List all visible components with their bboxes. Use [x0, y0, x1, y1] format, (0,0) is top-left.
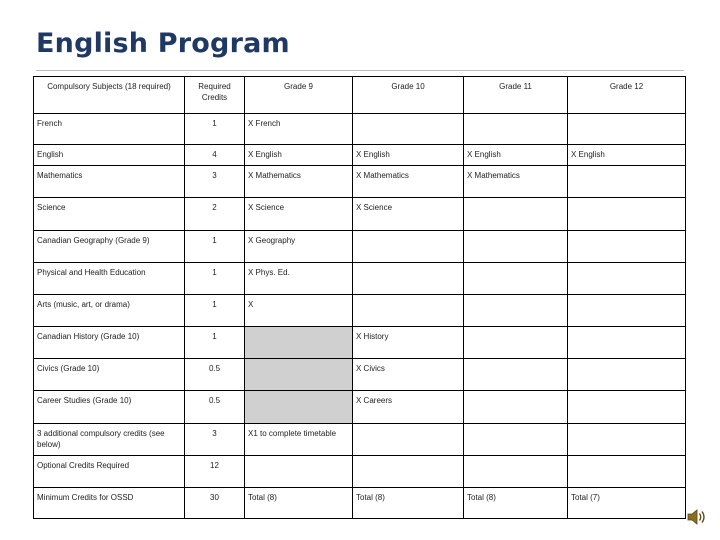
page-title: English Program: [36, 28, 290, 59]
table-row: [34, 456, 686, 488]
speaker-icon[interactable]: [686, 506, 708, 528]
cell-credits: 0.5: [185, 391, 245, 424]
cell-grade-9: X English: [245, 145, 353, 166]
cell-grade-10: [353, 263, 464, 295]
cell-subject: Canadian History (Grade 10): [34, 327, 185, 359]
cell-credits: 1: [185, 263, 245, 295]
table-header-row: [34, 77, 686, 114]
cell-subject: Minimum Credits for OSSD: [34, 488, 185, 519]
cell-grade-12: [568, 166, 686, 198]
table-row: [34, 198, 686, 231]
cell-grade-10: X Careers: [353, 391, 464, 424]
cell-grade-11: [464, 263, 568, 295]
cell-credits: 1: [185, 295, 245, 327]
table-row: [34, 263, 686, 295]
cell-grade-11: [464, 231, 568, 263]
cell-grade-9: X: [245, 295, 353, 327]
cell-grade-10: [353, 424, 464, 456]
program-table: [33, 76, 686, 519]
table-row: [34, 359, 686, 391]
cell-grade-10: Total (8): [353, 488, 464, 519]
cell-grade-10: X Mathematics: [353, 166, 464, 198]
cell-grade-10: [353, 231, 464, 263]
cell-grade-11: X Mathematics: [464, 166, 568, 198]
cell-subject: Mathematics: [34, 166, 185, 198]
title-divider: [36, 70, 684, 71]
cell-grade-10: X Science: [353, 198, 464, 231]
header-grade-10: Grade 10: [353, 77, 464, 114]
table-row: [34, 391, 686, 424]
cell-credits: 4: [185, 145, 245, 166]
cell-grade-9: [245, 359, 353, 391]
header-subjects: Compulsory Subjects (18 required): [34, 77, 185, 114]
cell-grade-9: Total (8): [245, 488, 353, 519]
cell-subject: Science: [34, 198, 185, 231]
cell-grade-12: [568, 263, 686, 295]
cell-credits: 0.5: [185, 359, 245, 391]
cell-subject: Physical and Health Education: [34, 263, 185, 295]
cell-subject: Civics (Grade 10): [34, 359, 185, 391]
cell-subject: Arts (music, art, or drama): [34, 295, 185, 327]
table-row: [34, 145, 686, 166]
cell-grade-12: [568, 391, 686, 424]
header-grade-11: Grade 11: [464, 77, 568, 114]
cell-subject: Canadian Geography (Grade 9): [34, 231, 185, 263]
cell-grade-11: [464, 114, 568, 145]
cell-grade-9: X Geography: [245, 231, 353, 263]
cell-credits: 3: [185, 424, 245, 456]
header-credits: Required Credits: [185, 77, 245, 114]
cell-grade-11: [464, 424, 568, 456]
table-row: [34, 114, 686, 145]
cell-grade-10: [353, 456, 464, 488]
cell-grade-12: X English: [568, 145, 686, 166]
cell-grade-12: [568, 231, 686, 263]
cell-grade-9: X Science: [245, 198, 353, 231]
cell-grade-11: [464, 359, 568, 391]
header-grade-9: Grade 9: [245, 77, 353, 114]
cell-credits: 2: [185, 198, 245, 231]
cell-grade-11: [464, 391, 568, 424]
cell-grade-10: X Civics: [353, 359, 464, 391]
cell-grade-11: Total (8): [464, 488, 568, 519]
table-row: [34, 231, 686, 263]
cell-subject: English: [34, 145, 185, 166]
cell-grade-11: [464, 456, 568, 488]
cell-grade-10: X English: [353, 145, 464, 166]
cell-grade-9: [245, 391, 353, 424]
cell-grade-9: X Mathematics: [245, 166, 353, 198]
cell-subject: 3 additional compulsory credits (see below): [34, 424, 185, 456]
cell-credits: 30: [185, 488, 245, 519]
cell-subject: Optional Credits Required: [34, 456, 185, 488]
cell-grade-9: [245, 456, 353, 488]
cell-credits: 3: [185, 166, 245, 198]
cell-grade-10: X History: [353, 327, 464, 359]
header-grade-12: Grade 12: [568, 77, 686, 114]
cell-grade-11: [464, 198, 568, 231]
cell-grade-12: [568, 359, 686, 391]
cell-grade-12: [568, 295, 686, 327]
cell-grade-11: [464, 327, 568, 359]
table-row: [34, 166, 686, 198]
cell-credits: 1: [185, 327, 245, 359]
cell-subject: French: [34, 114, 185, 145]
table-row: [34, 327, 686, 359]
cell-grade-10: [353, 114, 464, 145]
cell-grade-12: [568, 456, 686, 488]
cell-grade-9: [245, 327, 353, 359]
cell-grade-10: [353, 295, 464, 327]
cell-grade-12: Total (7): [568, 488, 686, 519]
cell-grade-12: [568, 327, 686, 359]
cell-grade-12: [568, 198, 686, 231]
table-row: [34, 295, 686, 327]
cell-grade-9: X French: [245, 114, 353, 145]
cell-credits: 1: [185, 114, 245, 145]
cell-grade-12: [568, 424, 686, 456]
table-row: [34, 488, 686, 519]
cell-grade-12: [568, 114, 686, 145]
cell-grade-9: X1 to complete timetable: [245, 424, 353, 456]
table-row: [34, 424, 686, 456]
cell-credits: 12: [185, 456, 245, 488]
cell-credits: 1: [185, 231, 245, 263]
cell-grade-11: [464, 295, 568, 327]
cell-grade-9: X Phys. Ed.: [245, 263, 353, 295]
cell-subject: Career Studies (Grade 10): [34, 391, 185, 424]
cell-grade-11: X English: [464, 145, 568, 166]
